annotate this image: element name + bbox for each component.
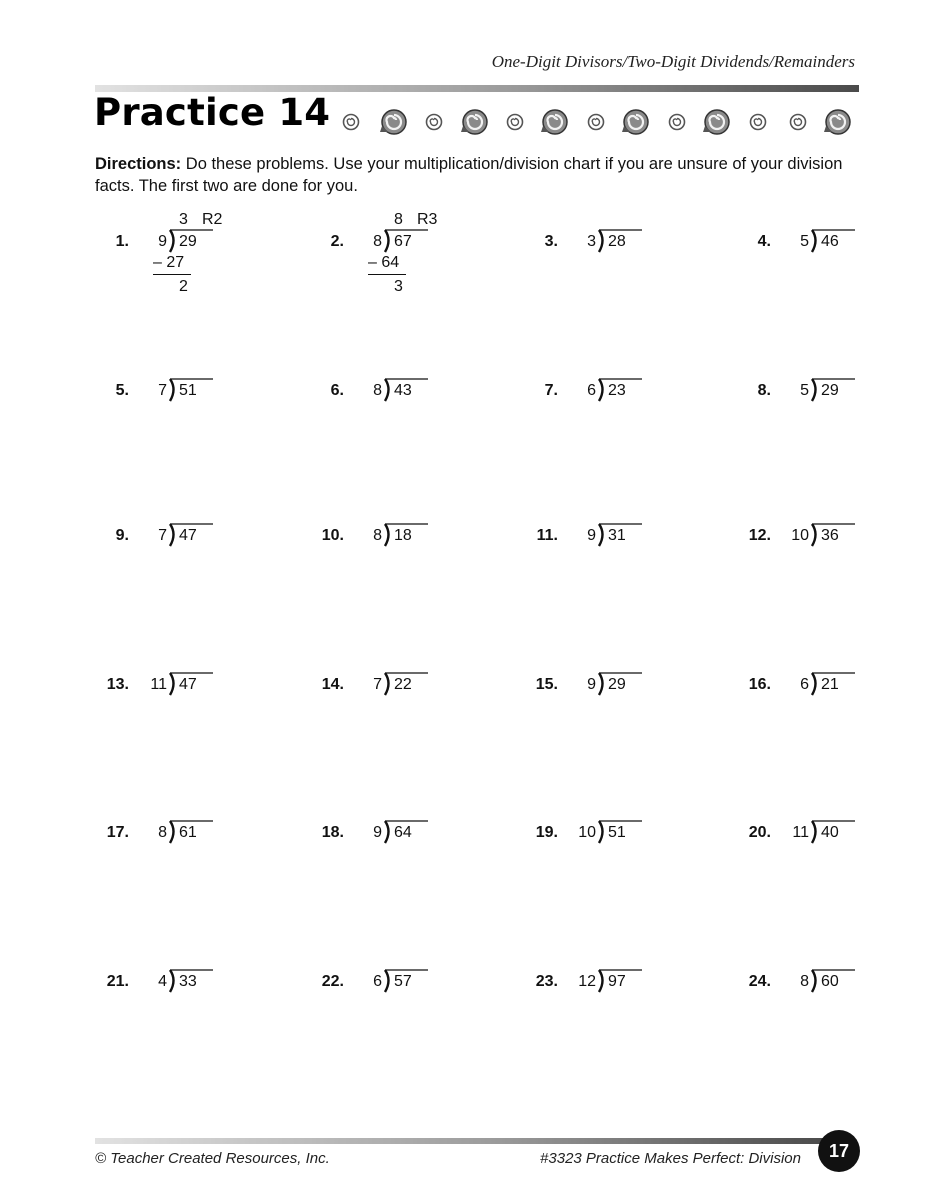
division-bracket (382, 670, 430, 696)
divisor: 11 (150, 676, 167, 693)
divisor: 12 (578, 973, 596, 990)
problem-number: 24. (748, 973, 771, 990)
dividend: 47 (179, 676, 197, 693)
dividend: 40 (821, 824, 839, 841)
dividend: 47 (179, 527, 197, 544)
divisor: 8 (373, 527, 382, 544)
subtraction-line (368, 274, 406, 275)
dividend: 29 (821, 382, 839, 399)
division-bracket (167, 521, 215, 547)
division-bracket (167, 670, 215, 696)
directions-text: Do these problems. Use your multiplication/division chart if you are unsure of your division facts. The first two are done for you. (95, 155, 843, 195)
footer-copyright: © Teacher Created Resources, Inc. (95, 1150, 330, 1167)
division-bracket (809, 818, 857, 844)
dividend: 33 (179, 973, 197, 990)
divisor: 7 (158, 527, 167, 544)
spiral-icon (427, 115, 442, 130)
problem-number: 7. (544, 382, 558, 399)
problem-number: 4. (757, 233, 771, 250)
division-bracket (596, 227, 644, 253)
division-bracket (596, 521, 644, 547)
dividend: 36 (821, 527, 839, 544)
division-bracket (382, 227, 430, 253)
quotient: 3 (179, 211, 188, 228)
subtraction-step: – 64 (368, 254, 400, 271)
spiral-icon (344, 115, 359, 130)
dividend: 28 (608, 233, 626, 250)
divisor: 11 (792, 824, 809, 841)
dividend: 61 (179, 824, 197, 841)
remainder: R2 (202, 211, 223, 228)
subtraction-line (153, 274, 191, 275)
dividend: 18 (394, 527, 412, 544)
subject-heading: One-Digit Divisors/Two-Digit Dividends/Remainders (491, 52, 855, 71)
divisor: 5 (800, 233, 809, 250)
page-title: Practice 14 (94, 91, 331, 134)
problem-number: 18. (321, 824, 344, 841)
dividend: 29 (608, 676, 626, 693)
spiral-icon (670, 115, 685, 130)
division-bracket (596, 967, 644, 993)
division-bracket (167, 967, 215, 993)
division-bracket (809, 376, 857, 402)
quotient: 8 (394, 211, 403, 228)
divisor: 8 (158, 824, 167, 841)
division-bracket (382, 818, 430, 844)
directions (95, 153, 855, 197)
problem-number: 17. (106, 824, 129, 841)
divisor: 7 (373, 676, 382, 693)
problem-number: 13. (106, 676, 129, 693)
spiral-icon (824, 110, 850, 134)
division-bracket (167, 818, 215, 844)
dividend: 23 (608, 382, 626, 399)
dividend: 57 (394, 973, 412, 990)
division-bracket (809, 670, 857, 696)
divisor: 7 (158, 382, 167, 399)
problem-number: 11. (536, 527, 558, 544)
divisor: 10 (791, 527, 809, 544)
divisor: 6 (373, 973, 382, 990)
spiral-icon (751, 115, 766, 130)
dividend: 22 (394, 676, 412, 693)
spiral-icon (622, 110, 648, 134)
bottom-rule (95, 1138, 830, 1144)
directions-label: Directions: (95, 155, 182, 173)
problem-number: 2. (330, 233, 344, 250)
problem-number: 5. (115, 382, 129, 399)
dividend: 21 (821, 676, 839, 693)
problem-number: 12. (748, 527, 771, 544)
division-bracket (382, 967, 430, 993)
page-number-badge: 17 (818, 1130, 860, 1172)
spiral-icon (380, 110, 406, 134)
spiral-ornament (338, 105, 860, 139)
spiral-icon (508, 115, 523, 130)
dividend: 51 (179, 382, 197, 399)
subtraction-step: – 27 (153, 254, 185, 271)
problem-number: 19. (535, 824, 558, 841)
divisor: 8 (373, 233, 382, 250)
divisor: 4 (158, 973, 167, 990)
problem-number: 9. (115, 527, 129, 544)
division-bracket (167, 376, 215, 402)
divisor: 5 (800, 382, 809, 399)
subtraction-result: 3 (394, 278, 403, 295)
divisor: 9 (158, 233, 167, 250)
dividend: 29 (179, 233, 197, 250)
problem-number: 1. (115, 233, 129, 250)
divisor: 9 (587, 527, 596, 544)
problem-number: 6. (330, 382, 344, 399)
remainder: R3 (417, 211, 438, 228)
division-bracket (596, 670, 644, 696)
division-bracket (167, 227, 215, 253)
dividend: 97 (608, 973, 626, 990)
spiral-icon (541, 110, 567, 134)
problem-number: 16. (748, 676, 771, 693)
division-bracket (382, 376, 430, 402)
spiral-icon (461, 110, 487, 134)
divisor: 8 (373, 382, 382, 399)
spiral-icon (589, 115, 604, 130)
spiral-icon (791, 115, 806, 130)
dividend: 67 (394, 233, 412, 250)
problem-number: 14. (321, 676, 344, 693)
spiral-icon (703, 110, 729, 134)
problem-number: 20. (748, 824, 771, 841)
divisor: 3 (587, 233, 596, 250)
dividend: 43 (394, 382, 412, 399)
division-bracket (809, 227, 857, 253)
division-bracket (596, 376, 644, 402)
problem-number: 21. (106, 973, 129, 990)
division-bracket (596, 818, 644, 844)
division-bracket (382, 521, 430, 547)
problem-number: 10. (321, 527, 344, 544)
problem-number: 8. (757, 382, 771, 399)
divisor: 10 (578, 824, 596, 841)
problem-number: 22. (321, 973, 344, 990)
divisor: 6 (587, 382, 596, 399)
dividend: 51 (608, 824, 626, 841)
dividend: 64 (394, 824, 412, 841)
division-bracket (809, 521, 857, 547)
divisor: 9 (587, 676, 596, 693)
divisor: 8 (800, 973, 809, 990)
subtraction-result: 2 (179, 278, 188, 295)
problem-number: 3. (544, 233, 558, 250)
problem-number: 15. (535, 676, 558, 693)
dividend: 46 (821, 233, 839, 250)
dividend: 60 (821, 973, 839, 990)
divisor: 9 (373, 824, 382, 841)
divisor: 6 (800, 676, 809, 693)
division-bracket (809, 967, 857, 993)
footer-book-title: #3323 Practice Makes Perfect: Division (540, 1150, 801, 1167)
problem-number: 23. (535, 973, 558, 990)
dividend: 31 (608, 527, 626, 544)
